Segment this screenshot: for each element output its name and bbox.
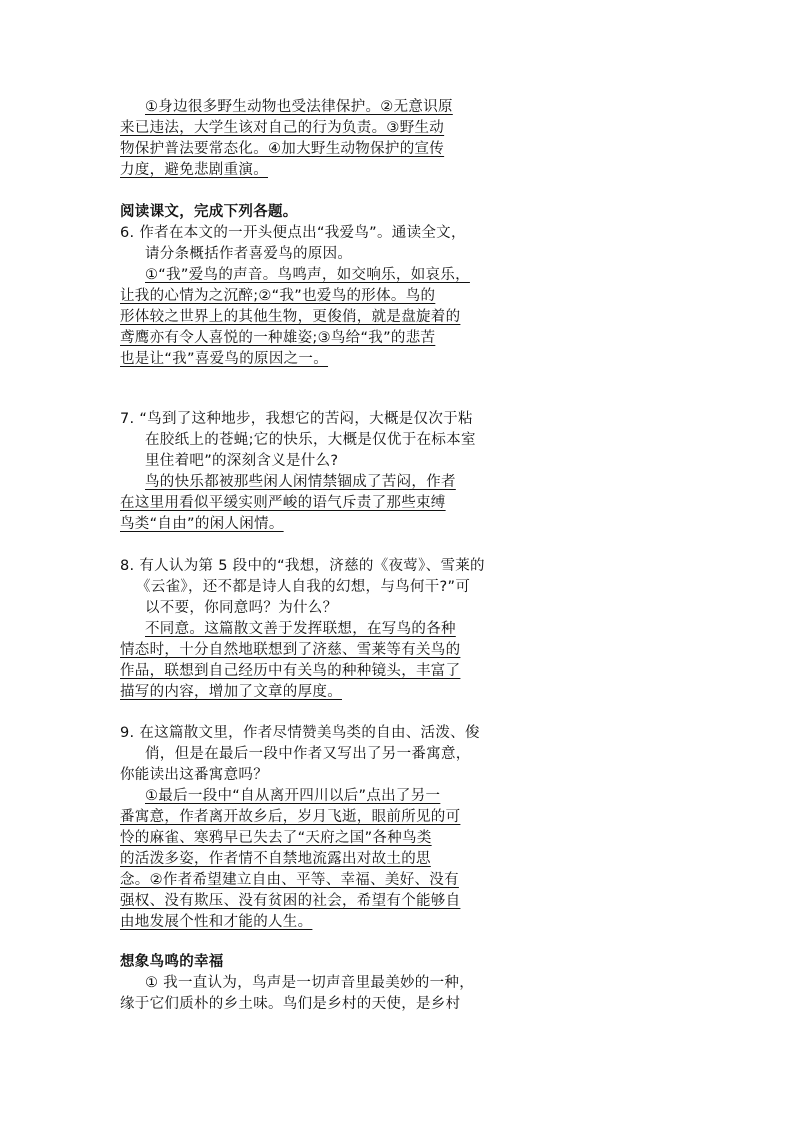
q9-question-line: 9. 在这篇散文里，作者尽情赞美鸟类的自由、活泼、俊	[120, 725, 480, 741]
q9-answer-line: 的活泼多姿，作者情不自禁地流露出对故土的思	[120, 851, 431, 867]
q9-question-line: 俏，但是在最后一段中作者又写出了另一番寓意，	[145, 746, 471, 762]
q8-question-line: 《云雀》，还不都是诗人自我的幻想，与鸟何干?”可	[136, 579, 471, 595]
q8-question-line: 8. 有人认为第 5 段中的“我想，济慈的《夜莺》、雪莱的	[120, 558, 485, 574]
reading-line: ① 我一直认为，鸟声是一切声音里最美妙的一种，	[145, 975, 475, 991]
q7-question-line: 在胶纸上的苍蝇;它的快乐，大概是仅优于在标本室	[145, 432, 476, 448]
q9-answer-line: 强权、没有欺压、没有贫困的社会，希望有个能够自	[120, 893, 461, 909]
q7-question-line: 里住着吧”的深刻含义是什么?	[145, 453, 339, 469]
q6-answer-line: 让我的心情为之沉醉;②“我”也爱鸟的形体。鸟的	[120, 288, 436, 304]
q9-answer-line: 由地发展个性和才能的人生。	[120, 914, 313, 930]
q7-answer-line: 在这里用看似平缓实则严峻的语气斥责了那些束缚	[120, 495, 446, 511]
q8-answer-line: 描写的内容，增加了文章的厚度。	[120, 684, 342, 700]
q6-answer-line: 形体较之世界上的其他生物，更俊俏，就是盘旋着的	[120, 309, 461, 325]
q6-answer-line: 也是让“我”喜爱鸟的原因之一。	[120, 351, 329, 367]
q8-answer-line: 作品，联想到自己经历中有关鸟的种种镜头，丰富了	[120, 663, 461, 679]
reading-line: 缘于它们质朴的乡土味。鸟们是乡村的天使，是乡村	[120, 996, 461, 1012]
q9-answer-line: 念。②作者希望建立自由、平等、幸福、美好、没有	[120, 872, 459, 888]
reading-title: 想象鸟鸣的幸福	[120, 954, 224, 970]
section-heading: 阅读课文，完成下列各题。	[120, 204, 298, 220]
q6-answer-line: 鸢鹰亦有令人喜悦的一种雄姿;③鸟给“我”的悲苦	[120, 330, 436, 346]
q6-answer-line: ①“我”爱鸟的声音。鸟鸣声，如交响乐，如哀乐，	[145, 267, 470, 283]
q7-question-line: 7. “鸟到了这种地步，我想它的苦闷，大概是仅次于粘	[120, 411, 473, 427]
q8-answer-line: 情态时，十分自然地联想到了济慈、雪莱等有关鸟的	[120, 642, 461, 658]
q9-answer-line: 怜的麻雀、寒鸦早已失去了“天府之国”各种鸟类	[120, 830, 432, 846]
q8-question-line: 以不要，你同意吗？为什么？	[145, 600, 338, 616]
q5-answer-line: 力度，避免悲剧重演。	[120, 162, 268, 178]
q7-answer-line: 鸟类“自由”的闲人闲情。	[120, 516, 284, 532]
q5-answer-line: 来已违法，大学生该对自己的行为负责。③野生动	[120, 120, 445, 136]
q5-answer-line: ①身边很多野生动物也受法律保护。②无意识原	[145, 99, 453, 115]
q9-answer-line: 番寓意，作者离开故乡后，岁月飞逝，眼前所见的可	[120, 809, 461, 825]
q6-question-line: 请分条概括作者喜爱鸟的原因。	[145, 246, 353, 262]
q6-question-line: 6. 作者在本文的一开头便点出“我爱鸟”。通读全文，	[120, 225, 466, 241]
q7-answer-line: 鸟的快乐都被那些闲人闲情禁锢成了苦闷，作者	[145, 474, 456, 490]
q9-answer-line: ①最后一段中“自从离开四川以后”点出了另一	[145, 788, 441, 804]
q8-answer-line: 不同意。这篇散文善于发挥联想，在写鸟的各种	[145, 621, 456, 637]
q9-question-line: 你能读出这番寓意吗？	[120, 767, 268, 783]
q5-answer-line: 物保护普法要常态化。④加大野生动物保护的宣传	[120, 141, 445, 157]
